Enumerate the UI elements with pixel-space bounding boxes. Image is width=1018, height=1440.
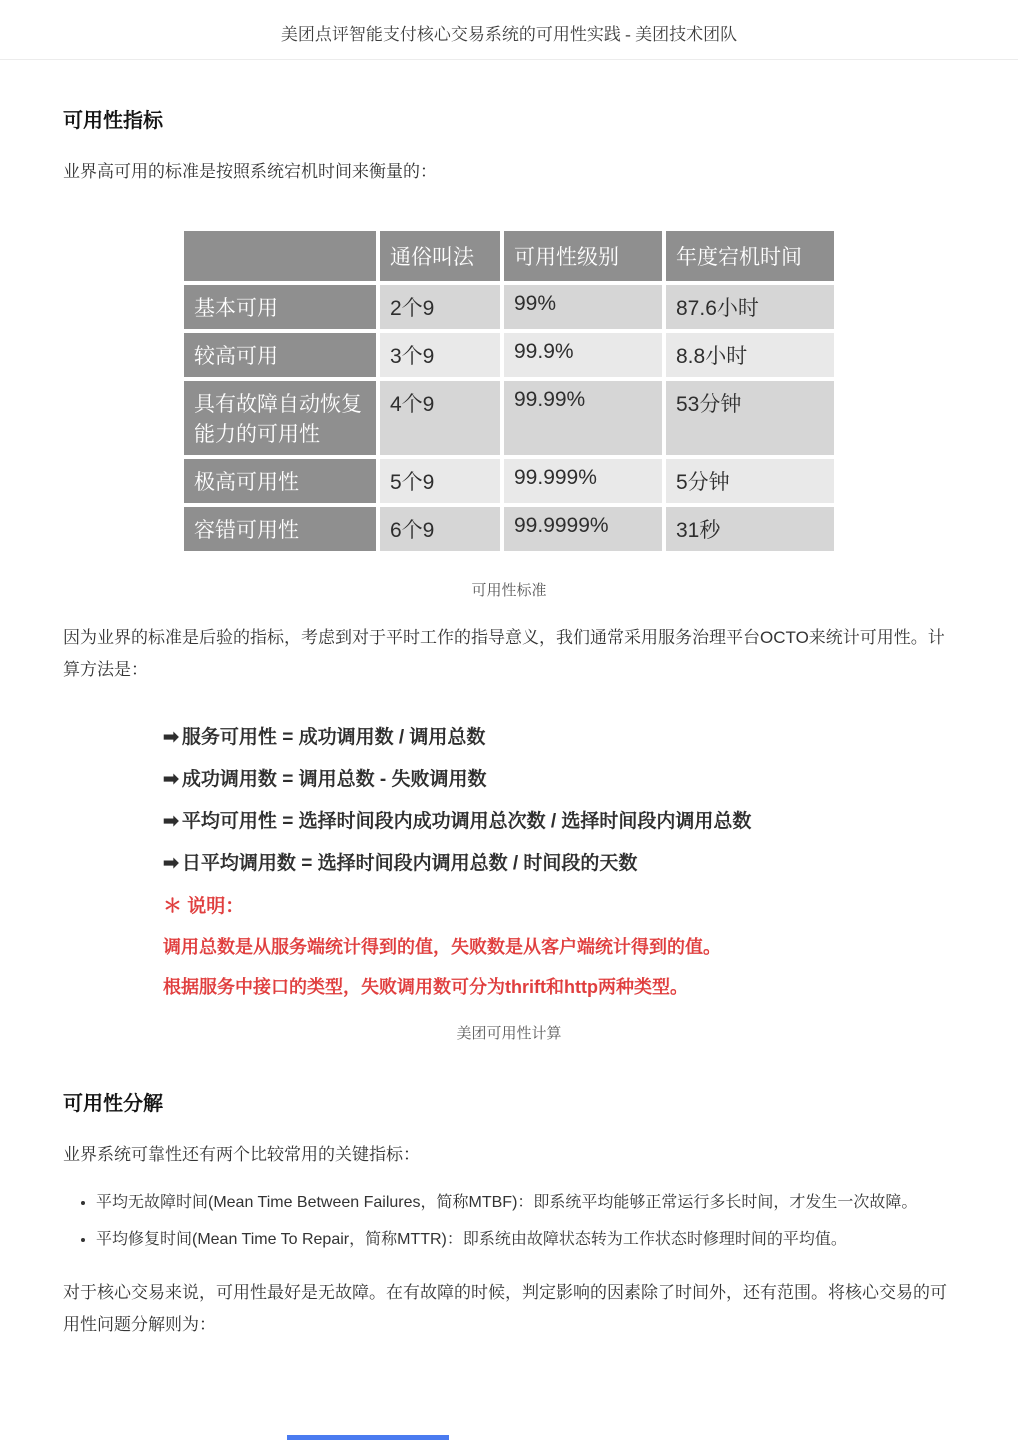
table-row	[184, 285, 834, 329]
table-row-header-cell: 容错可用性	[184, 507, 376, 551]
arrow-right-icon: ➡	[163, 727, 179, 749]
table-header-cell: 通俗叫法	[380, 231, 500, 281]
table-cell: 4个9	[380, 381, 500, 455]
formula-text: 成功调用数 = 调用总数 - 失败调用数	[181, 769, 487, 791]
arrow-right-icon: ➡	[163, 810, 179, 832]
kpi-bullet-mttr: • 平均修复时间(Mean Time To Repair，简称MTTR)：即系统由故障状态转为工作状态时修理时间的平均值。	[96, 1224, 955, 1255]
formula-line	[163, 769, 855, 792]
table-cell: 31秒	[666, 507, 834, 551]
table-cell: 99.99%	[504, 381, 662, 455]
table-cell: 3个9	[380, 333, 500, 377]
formula-text: 服务可用性 = 成功调用数 / 调用总数	[181, 727, 486, 749]
arrow-right-icon: ➡	[163, 769, 179, 791]
availability-formula-figure	[163, 727, 855, 1043]
formula-line	[163, 727, 855, 750]
table-row	[184, 459, 834, 503]
table-cell: 5分钟	[666, 459, 834, 503]
table-header-cell: 年度宕机时间	[666, 231, 834, 281]
table-cell: 6个9	[380, 507, 500, 551]
paragraph-octo: 因为业界的标准是后验的指标，考虑到对于平时工作的指导意义，我们通常采用服务治理平台OCTO来统计可用性。计算方法是：	[63, 628, 945, 679]
kpi-bullet-mtbf: • 平均无故障时间(Mean Time Between Failures，简称MTBF)：即系统平均能够正常运行多长时间，才发生一次故障。	[96, 1187, 955, 1218]
paragraph-metrics-intro: 业界高可用的标准是按照系统宕机时间来衡量的：	[63, 162, 437, 181]
paragraph-closing: 对于核心交易来说，可用性最好是无故障。在有故障的时候，判定影响的因素除了时间外，还有范围。将核心交易的可用性问题分解则为：	[63, 1283, 947, 1334]
formula-line	[163, 853, 855, 876]
table-row	[184, 381, 834, 455]
document-header	[0, 0, 1018, 60]
kpi-bullet-list	[63, 1187, 955, 1255]
table-cell: 5个9	[380, 459, 500, 503]
table-cell: 87.6小时	[666, 285, 834, 329]
table-cell: 8.8小时	[666, 333, 834, 377]
table-row	[184, 333, 834, 377]
next-figure-preview-bar	[287, 1435, 449, 1440]
formula-figure-caption: 美团可用性计算	[456, 1026, 562, 1043]
formula-text: 平均可用性 = 选择时间段内成功调用总次数 / 选择时间段内调用总数	[181, 810, 752, 832]
table-row	[184, 507, 834, 551]
table-cell: 99.999%	[504, 459, 662, 503]
formula-line	[163, 811, 855, 834]
formula-note-line: 调用总数是从服务端统计得到的值，失败数是从客户端统计得到的值。	[163, 937, 721, 958]
table-cell: 2个9	[380, 285, 500, 329]
formula-note-line: 根据服务中接口的类型，失败调用数可分为thrift和http两种类型。	[163, 976, 688, 997]
document-header-title: 美团点评智能支付核心交易系统的可用性实践 - 美团技术团队	[280, 25, 738, 44]
availability-table	[180, 227, 838, 555]
table-cell: 53分钟	[666, 381, 834, 455]
table-row-header-cell: 基本可用	[184, 285, 376, 329]
availability-table-figure	[63, 227, 955, 600]
table-header-cell: 可用性级别	[504, 231, 662, 281]
table-header-row	[184, 231, 834, 281]
paragraph-decompose-intro: 业界系统可靠性还有两个比较常用的关键指标：	[63, 1145, 420, 1165]
table-row-header-cell: 极高可用性	[184, 459, 376, 503]
table-row-header-cell: 具有故障自动恢复能力的可用性	[184, 381, 376, 455]
formula-note-title: ＊ 说明：	[163, 895, 245, 917]
section-heading-availability-metrics: 可用性指标	[63, 110, 163, 132]
table-cell: 99%	[504, 285, 662, 329]
table-cell: 99.9%	[504, 333, 662, 377]
formula-text: 日平均调用数 = 选择时间段内调用总数 / 时间段的天数	[181, 852, 638, 874]
section-heading-availability-decompose: 可用性分解	[63, 1093, 163, 1116]
arrow-right-icon: ➡	[163, 852, 179, 874]
table-figure-caption: 可用性标准	[471, 583, 547, 600]
table-cell: 99.9999%	[504, 507, 662, 551]
table-row-header-cell: 较高可用	[184, 333, 376, 377]
table-header-cell	[184, 231, 376, 281]
article-content	[0, 108, 1018, 1340]
